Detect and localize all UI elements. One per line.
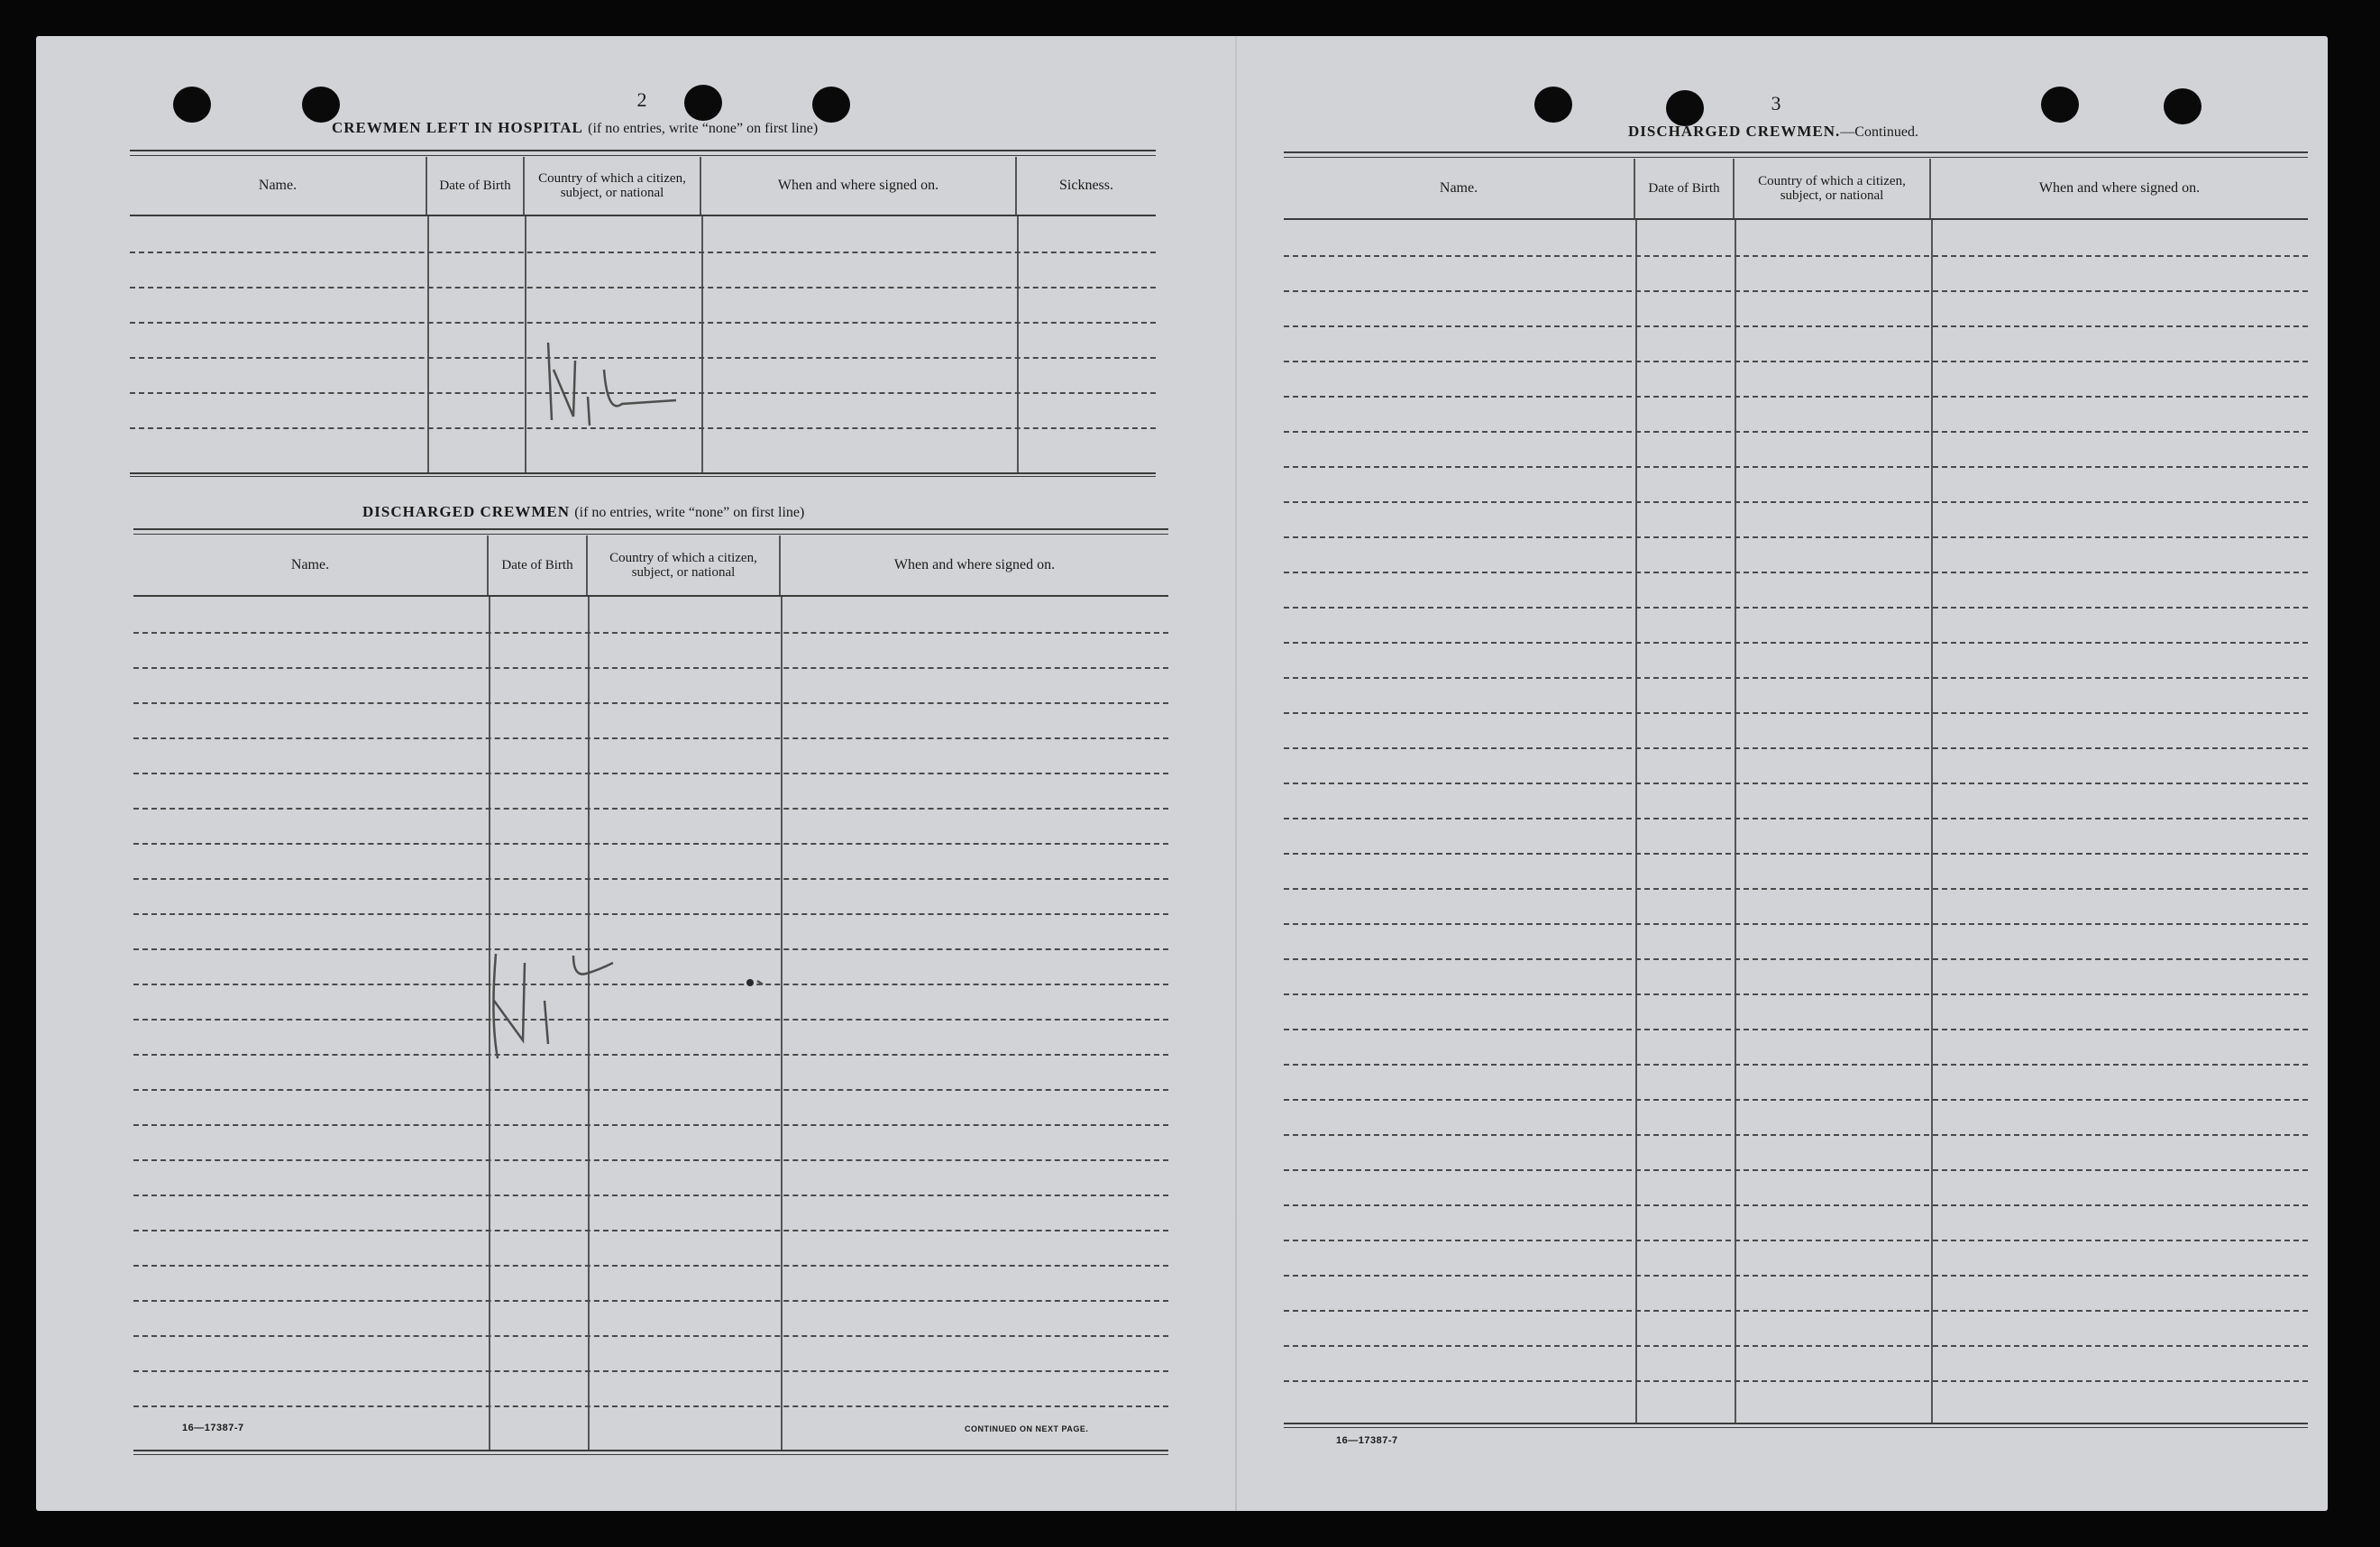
ruled-line — [1284, 536, 2308, 538]
column-header: Country of which a citizen, subject, or national — [525, 157, 701, 215]
left-page — [90, 36, 1136, 1511]
ruled-line — [1284, 1064, 2308, 1066]
discharged-continued-title — [1628, 123, 1918, 141]
ruled-line — [1284, 993, 2308, 995]
ruled-line — [133, 667, 1168, 669]
discharged-table-header — [133, 536, 1168, 597]
ruled-line — [1284, 888, 2308, 890]
ruled-line — [1284, 607, 2308, 609]
ruled-line — [1284, 853, 2308, 855]
ruled-line — [1284, 923, 2308, 925]
ruled-line — [1284, 677, 2308, 679]
column-header: Name. — [1284, 159, 1635, 218]
discharged-handwritten-entry — [631, 992, 633, 993]
ruled-line — [1284, 1099, 2308, 1101]
discharged-section-title — [362, 503, 804, 521]
ruled-line — [133, 737, 1168, 739]
discharged-continued-body — [1284, 220, 2308, 1423]
column-header: Sickness. — [1059, 178, 1113, 193]
ruled-line — [1284, 1240, 2308, 1241]
ruled-line — [133, 1405, 1168, 1407]
section-title-note: —Continued. — [1840, 124, 1918, 140]
ruled-line — [133, 843, 1168, 845]
column-header: When and where signed on. — [893, 557, 1056, 572]
ruled-line — [133, 1370, 1168, 1372]
ruled-line — [133, 878, 1168, 880]
ruled-line — [133, 1335, 1168, 1337]
page-fold — [1235, 36, 1237, 1511]
hospital-handwritten-entry — [739, 397, 741, 398]
ruled-line — [1284, 1029, 2308, 1030]
ruled-line — [133, 1300, 1168, 1302]
ruled-line — [133, 1230, 1168, 1231]
ruled-line — [133, 702, 1168, 704]
ruled-line — [1284, 501, 2308, 503]
column-header: Name. — [130, 157, 427, 215]
ruled-line — [1284, 1204, 2308, 1206]
ruled-line — [1284, 1169, 2308, 1171]
column-header: Country of which a citizen, subject, or national — [588, 536, 781, 595]
ruled-line — [133, 913, 1168, 915]
ruled-line — [133, 808, 1168, 810]
ruled-line — [133, 1124, 1168, 1126]
ruled-line — [1284, 290, 2308, 292]
ruled-line — [1284, 1310, 2308, 1312]
ruled-line — [1284, 783, 2308, 784]
discharged-form-right — [1284, 151, 2308, 1432]
ruled-line — [1284, 255, 2308, 257]
ruled-line — [133, 1195, 1168, 1196]
section-title-main: CREWMEN LEFT IN HOSPITAL — [332, 119, 583, 136]
column-header: Country of which a citizen, subject, or national — [1735, 159, 1931, 218]
ledger-sheet — [36, 36, 2328, 1511]
ruled-line — [1284, 712, 2308, 714]
column-header: When and where signed on. — [701, 157, 1017, 215]
form-number: 16—17387-7 — [1336, 1435, 1398, 1446]
hospital-section-title — [332, 119, 818, 137]
ruled-line — [133, 1089, 1168, 1091]
section-title-main: DISCHARGED CREWMEN. — [1628, 123, 1841, 140]
ruled-line — [133, 773, 1168, 774]
column-header: Name. — [133, 536, 489, 595]
ruled-line — [1284, 642, 2308, 644]
ruled-line — [1284, 818, 2308, 819]
form-number: 16—17387-7 — [182, 1423, 244, 1433]
ruled-line — [1284, 396, 2308, 398]
ruled-line — [1284, 1345, 2308, 1347]
page-number: 2 — [636, 88, 647, 111]
column-header: When and where signed on. — [2038, 180, 2201, 196]
ruled-line — [1284, 747, 2308, 749]
ruled-line — [1284, 431, 2308, 433]
page-number: 3 — [1771, 92, 1781, 114]
hospital-table-header — [130, 157, 1156, 216]
ruled-line — [1284, 1380, 2308, 1382]
ruled-line — [1284, 361, 2308, 362]
ruled-line — [133, 632, 1168, 634]
handwritten-nil-mark — [487, 938, 721, 1064]
right-page — [1244, 36, 2326, 1511]
discharged-continued-header — [1284, 159, 2308, 220]
ruled-line — [1284, 1275, 2308, 1277]
ruled-line — [133, 1265, 1168, 1267]
column-header: Date of Birth — [489, 536, 588, 595]
ruled-line — [1284, 466, 2308, 468]
handwritten-nil-mark — [541, 334, 739, 442]
column-header: Date of Birth — [427, 157, 525, 215]
ruled-line — [1284, 1134, 2308, 1136]
ruled-line — [1284, 325, 2308, 327]
ruled-line — [133, 1159, 1168, 1161]
ruled-line — [1284, 958, 2308, 960]
column-header: Date of Birth — [1635, 159, 1735, 218]
section-title-note: (if no entries, write “none” on first line) — [574, 505, 805, 520]
section-title-main: DISCHARGED CREWMEN — [362, 503, 571, 520]
section-title-note: (if no entries, write “none” on first line) — [588, 121, 819, 136]
continued-note: CONTINUED ON NEXT PAGE. — [965, 1424, 1089, 1433]
ruled-line — [1284, 572, 2308, 573]
